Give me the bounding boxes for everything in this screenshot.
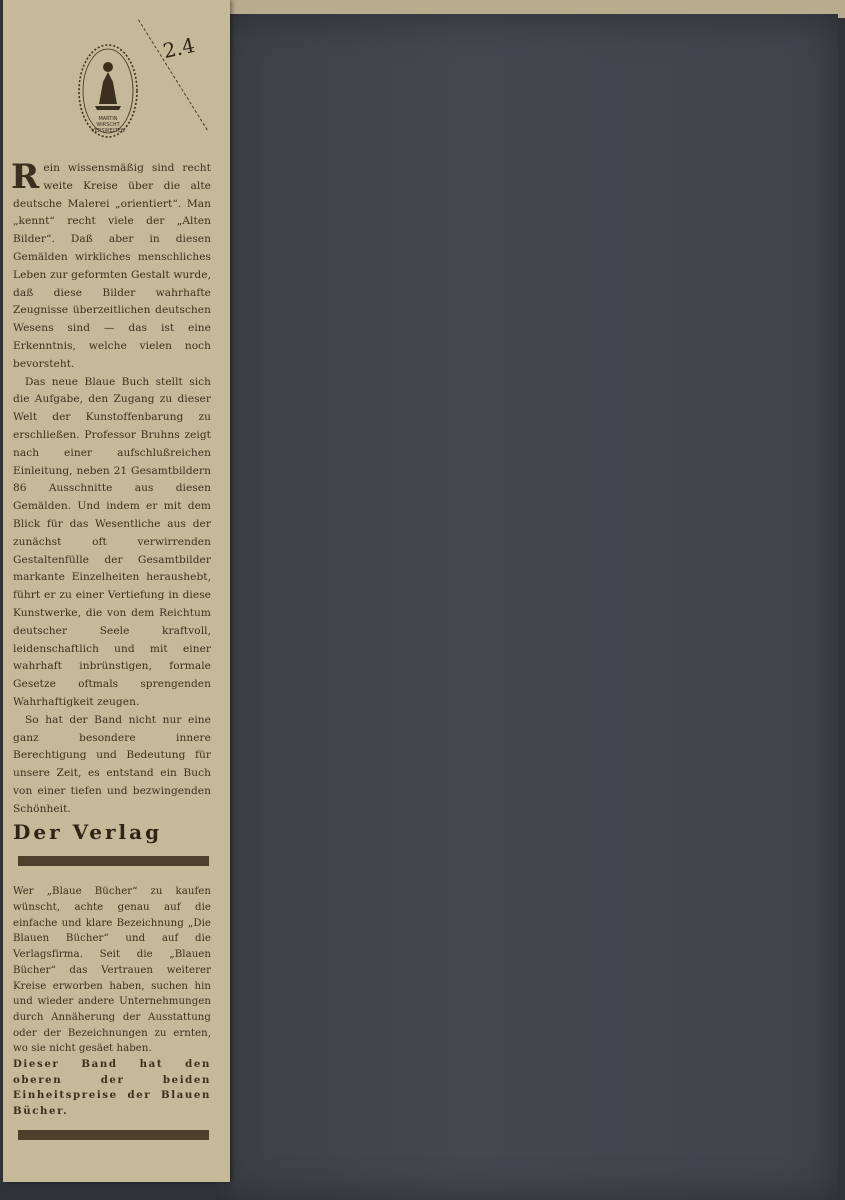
book-cover xyxy=(216,14,838,1200)
publisher-emblem-icon xyxy=(77,42,139,140)
paragraph-intro xyxy=(11,157,211,374)
flap-text xyxy=(11,157,211,1140)
divider-bottom xyxy=(18,1130,209,1140)
paragraph-2: Das neue Blaue Buch stellt sich die Aufgabe, den Zugang zu dieser Welt der Kunstoffenbarung zu erschließen. Professor Bruhns zeigt nach einer aufschlußreichen Einleitung, neben 21 Gesamtbildern 86 Ausschnitte aus diesen Gemälden. Und indem er mit dem Blick für das Wesentliche aus der zunächst oft verwirrenden Gestaltenfülle der Gesamtbilder markante Einzelheiten heraushebt, führt er zu einer Vertiefung in diese Kunstwerke, die von dem Reichtum deutscher Seele kraftvoll, leidenschaftlich und mit einer wahrhaft inbrünstigen, formale Gesetze oftmals sprengenden Wahrhaftigkeit zeugen. xyxy=(13,375,211,708)
svg-text:WIRSCHT: WIRSCHT xyxy=(96,122,120,128)
notice-block xyxy=(13,884,211,1120)
jacket-flap xyxy=(3,0,230,1182)
handwritten-mark: 2.4 xyxy=(160,32,197,64)
signoff: Der Verlag xyxy=(13,820,163,845)
drop-cap: R xyxy=(11,157,40,197)
price-notice: Dieser Band hat den oberen der beiden Einheitspreise der Blauen Bücher. xyxy=(13,1058,211,1118)
diagonal-dashed-line xyxy=(138,18,209,130)
notice-paragraph: Wer „Blaue Bücher“ zu kaufen wünscht, achte genau auf die einfache und klare Bezeichnung „Die Blauen Bücher“ und auf die Verlagsfirma. Seit die „Blauen Bücher“ das Vertrauen weiterer Kreise erworben haben, suchen hin und wieder andere Unternehmungen durch Annäherung der Ausstattung oder der Bezeichnungen zu ernten, wo sie nicht gesäet haben. xyxy=(13,886,211,1055)
svg-text:MARTIN: MARTIN xyxy=(98,116,118,122)
svg-text:VERSWELTEN: VERSWELTEN xyxy=(91,128,125,134)
paragraph-3: So hat der Band nicht nur eine ganz besondere innere Berechtigung und Bedeutung für unsere Zeit, es entstand ein Buch von einer tiefen und bezwingenden Schönheit. xyxy=(13,713,211,815)
divider-top xyxy=(18,856,209,866)
paragraph-1-text: ein wissensmäßig sind recht weite Kreise über die alte deutsche Malerei „orientiert“. Man „kennt“ recht viele der „Alten Bilder“. Daß aber in diesen Gemälden wirkliches menschliches Leben zur geformten Gestalt wurde, daß diese Bilder wahrhafte Zeugnisse überzeitlichen deutschen Wesens sind — das ist eine Erkenntnis, welche vielen noch bevorsteht. xyxy=(13,162,211,370)
